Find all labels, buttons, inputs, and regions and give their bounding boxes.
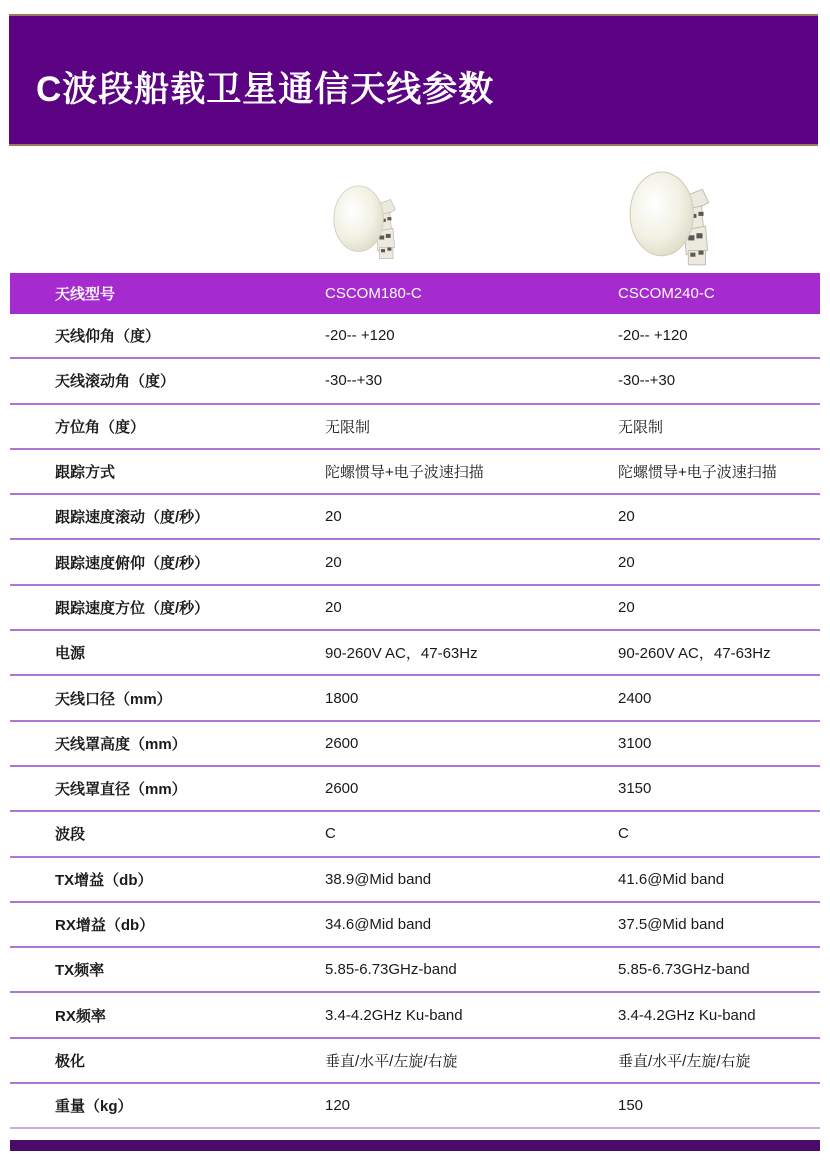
row-parameter-label: 方位角（度）	[55, 418, 146, 436]
table-header-label: 天线型号	[55, 286, 116, 303]
table-row	[10, 903, 820, 948]
table-row	[10, 540, 820, 585]
row-parameter-label: 天线罩直径（mm）	[55, 781, 187, 799]
spec-table	[10, 273, 820, 1129]
row-value-cscom180: -30--+30	[325, 372, 383, 390]
row-value-cscom180: 陀螺惯导+电子波速扫描	[325, 464, 484, 482]
row-value-cscom180: 3.4-4.2GHz Ku-band	[325, 1006, 463, 1024]
row-value-cscom240: 垂直/水平/左旋/右旋	[618, 1052, 751, 1070]
row-value-cscom240: 陀螺惯导+电子波速扫描	[618, 464, 777, 482]
bottom-bar	[10, 1140, 820, 1151]
row-parameter-label: 跟踪速度俯仰（度/秒）	[55, 554, 210, 572]
table-header-model-1: CSCOM180-C	[325, 285, 422, 302]
row-value-cscom240: C	[618, 825, 629, 843]
row-value-cscom240: 37.5@Mid band	[618, 916, 725, 933]
row-parameter-label: 重量（kg）	[55, 1098, 133, 1116]
table-row	[10, 405, 820, 450]
row-value-cscom180: 20	[325, 508, 342, 526]
table-row	[10, 767, 820, 812]
antenna-image-cscom240	[628, 169, 722, 271]
row-value-cscom180: 38.9@Mid band	[325, 870, 432, 888]
row-value-cscom180: 垂直/水平/左旋/右旋	[325, 1052, 458, 1070]
row-parameter-label: RX频率	[55, 1007, 106, 1025]
table-row	[10, 1084, 820, 1129]
table-header-model-2: CSCOM240-C	[618, 285, 715, 302]
table-row	[10, 314, 820, 359]
row-parameter-label: 跟踪速度方位（度/秒）	[55, 599, 210, 617]
row-value-cscom180: -20-- +120	[325, 327, 395, 345]
row-parameter-label: 天线滚动角（度）	[55, 373, 176, 391]
table-row	[10, 586, 820, 631]
row-value-cscom180: 1800	[325, 689, 359, 707]
row-value-cscom180: 5.85-6.73GHz-band	[325, 961, 457, 979]
table-row	[10, 993, 820, 1038]
row-value-cscom240: 3100	[618, 734, 652, 752]
radome-antenna-icon	[333, 179, 405, 268]
page-title: C波段船载卫星通信天线参数	[36, 70, 495, 109]
row-parameter-label: 跟踪速度滚动（度/秒）	[55, 509, 210, 527]
antenna-image-cscom180	[333, 179, 405, 268]
row-value-cscom180: 90-260V AC，47-63Hz	[325, 645, 478, 663]
table-row	[10, 1039, 820, 1084]
row-parameter-label: 极化	[55, 1052, 86, 1070]
row-value-cscom240: 2400	[618, 689, 652, 707]
row-value-cscom240: 41.6@Mid band	[618, 870, 725, 888]
row-value-cscom240: 3150	[618, 780, 652, 798]
table-row	[10, 812, 820, 857]
row-parameter-label: TX频率	[55, 962, 105, 980]
table-row	[10, 858, 820, 903]
table-row	[10, 450, 820, 495]
row-value-cscom180: 20	[325, 598, 342, 616]
row-value-cscom180: 34.6@Mid band	[325, 916, 432, 933]
table-header-row	[10, 273, 820, 314]
row-value-cscom180: 120	[325, 1097, 351, 1115]
table-row	[10, 676, 820, 721]
table-row	[10, 631, 820, 676]
row-parameter-label: 天线仰角（度）	[55, 328, 161, 346]
row-value-cscom180: 无限制	[325, 418, 371, 436]
row-value-cscom240: 5.85-6.73GHz-band	[618, 961, 750, 979]
row-parameter-label: 跟踪方式	[55, 464, 116, 482]
row-parameter-label: 天线罩高度（mm）	[55, 735, 187, 753]
table-row	[10, 495, 820, 540]
row-parameter-label: TX增益（db）	[55, 871, 153, 889]
title-banner	[9, 14, 818, 146]
row-parameter-label: 波段	[55, 826, 86, 844]
row-parameter-label: 天线口径（mm）	[55, 690, 172, 708]
row-value-cscom240: -30--+30	[618, 372, 676, 390]
row-parameter-label: RX增益（db）	[55, 917, 155, 934]
row-value-cscom240: 无限制	[618, 418, 664, 436]
table-row	[10, 948, 820, 993]
row-parameter-label: 电源	[55, 645, 86, 663]
row-value-cscom180: 20	[325, 553, 342, 571]
table-body	[10, 314, 820, 1129]
row-value-cscom240: 90-260V AC，47-63Hz	[618, 645, 771, 663]
row-value-cscom180: C	[325, 825, 336, 843]
row-value-cscom240: 3.4-4.2GHz Ku-band	[618, 1006, 756, 1024]
row-value-cscom180: 2600	[325, 780, 359, 798]
radome-antenna-icon	[628, 169, 722, 271]
row-value-cscom240: 20	[618, 553, 635, 571]
row-value-cscom240: 20	[618, 598, 635, 616]
row-value-cscom180: 2600	[325, 734, 359, 752]
row-value-cscom240: -20-- +120	[618, 327, 688, 345]
row-value-cscom240: 20	[618, 508, 635, 526]
table-row	[10, 359, 820, 404]
table-row	[10, 722, 820, 767]
row-value-cscom240: 150	[618, 1097, 644, 1115]
